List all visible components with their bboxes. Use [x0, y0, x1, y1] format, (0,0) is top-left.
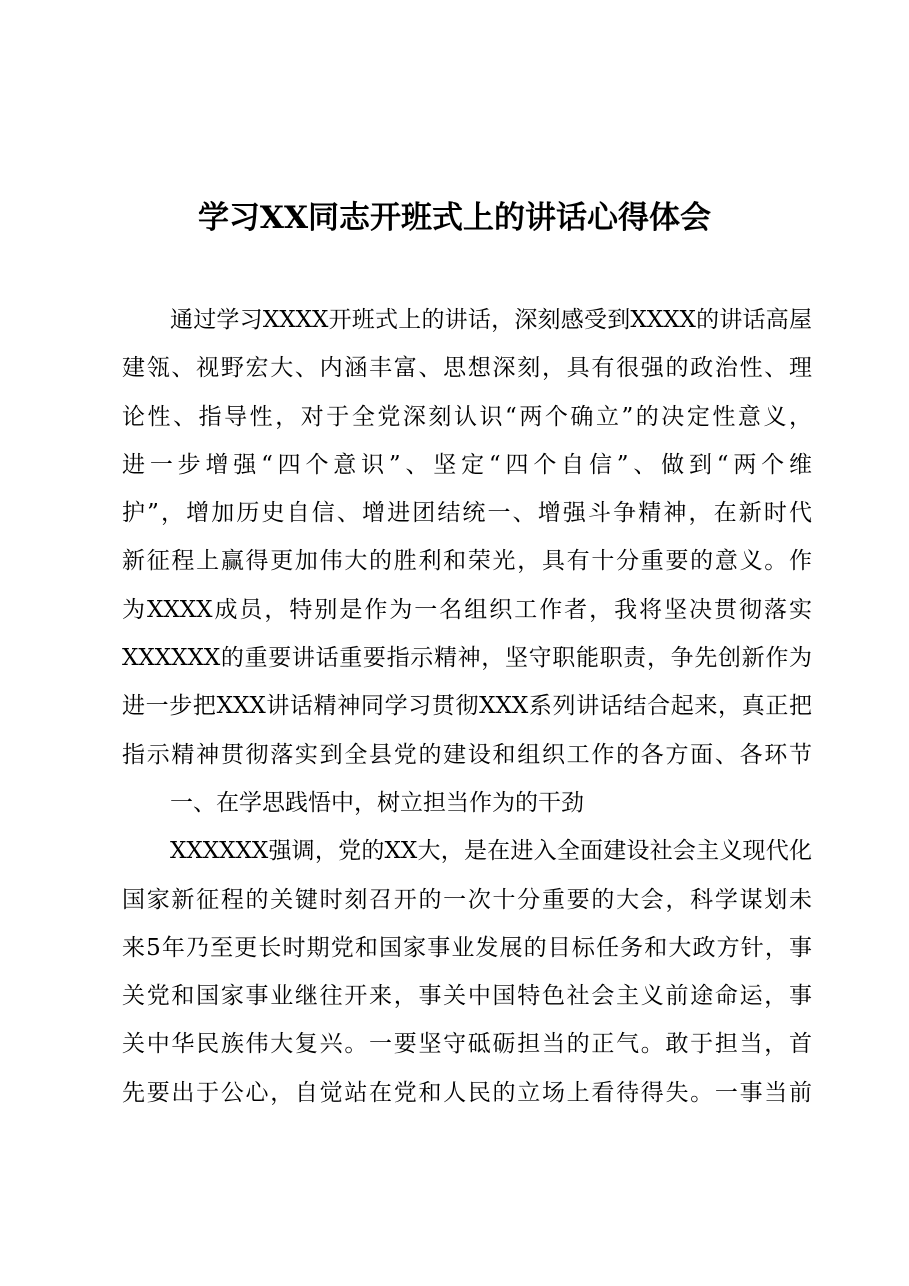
paragraph-line: 为XXXX成员，特别是作为一名组织工作者，我将坚决贯彻落实 [122, 596, 812, 623]
paragraph-line: 来5年乃至更长时期党和国家事业发展的目标任务和大政方针，事 [122, 934, 812, 961]
paragraph-line: 进一步增强“四个意识”、坚定“四个自信”、做到“两个维 [122, 451, 812, 478]
document-title: 学习XX同志开班式上的讲话心得体会 [197, 200, 712, 236]
paragraph-line: 新征程上赢得更加伟大的胜利和荣光，具有十分重要的意义。作 [122, 548, 812, 575]
paragraph-line: 进一步把XXX讲话精神同学习贯彻XXX系列讲话结合起来，真正把 [122, 693, 812, 720]
paragraph-line: 国家新征程的关键时刻召开的一次十分重要的大会，科学谋划未 [122, 886, 812, 913]
paragraph-line: XXXXXX强调，党的XX大，是在进入全面建设社会主义现代化 [170, 838, 812, 865]
paragraph-line: 关中华民族伟大复兴。一要坚守砥砺担当的正气。敢于担当，首 [122, 1031, 812, 1058]
paragraph-line: XXXXXX的重要讲话重要指示精神，坚守职能职责，争先创新作为 [122, 645, 812, 672]
paragraph-line: 通过学习XXXX开班式上的讲话，深刻感受到XXXX的讲话高屋 [170, 307, 812, 333]
document-body [122, 296, 812, 1117]
paragraph-line: 先要出于公心，自觉站在党和人民的立场上看待得失。一事当前 [122, 1079, 812, 1106]
paragraph-line: 护”，增加历史自信、增进团结统一、增强斗争精神，在新时代 [122, 500, 812, 527]
paragraph-line: 建瓴、视野宏大、内涵丰富、思想深刻，具有很强的政治性、理 [122, 355, 812, 382]
section-heading: 一、在学思践悟中，树立担当作为的干劲 [170, 789, 584, 816]
paragraph-line: 关党和国家事业继往开来，事关中国特色社会主义前途命运，事 [122, 983, 812, 1010]
paragraph-line: 论性、指导性，对于全党深刻认识“两个确立”的决定性意义， [122, 403, 812, 430]
paragraph-line: 指示精神贯彻落实到全县党的建设和组织工作的各方面、各环节 [122, 741, 812, 768]
